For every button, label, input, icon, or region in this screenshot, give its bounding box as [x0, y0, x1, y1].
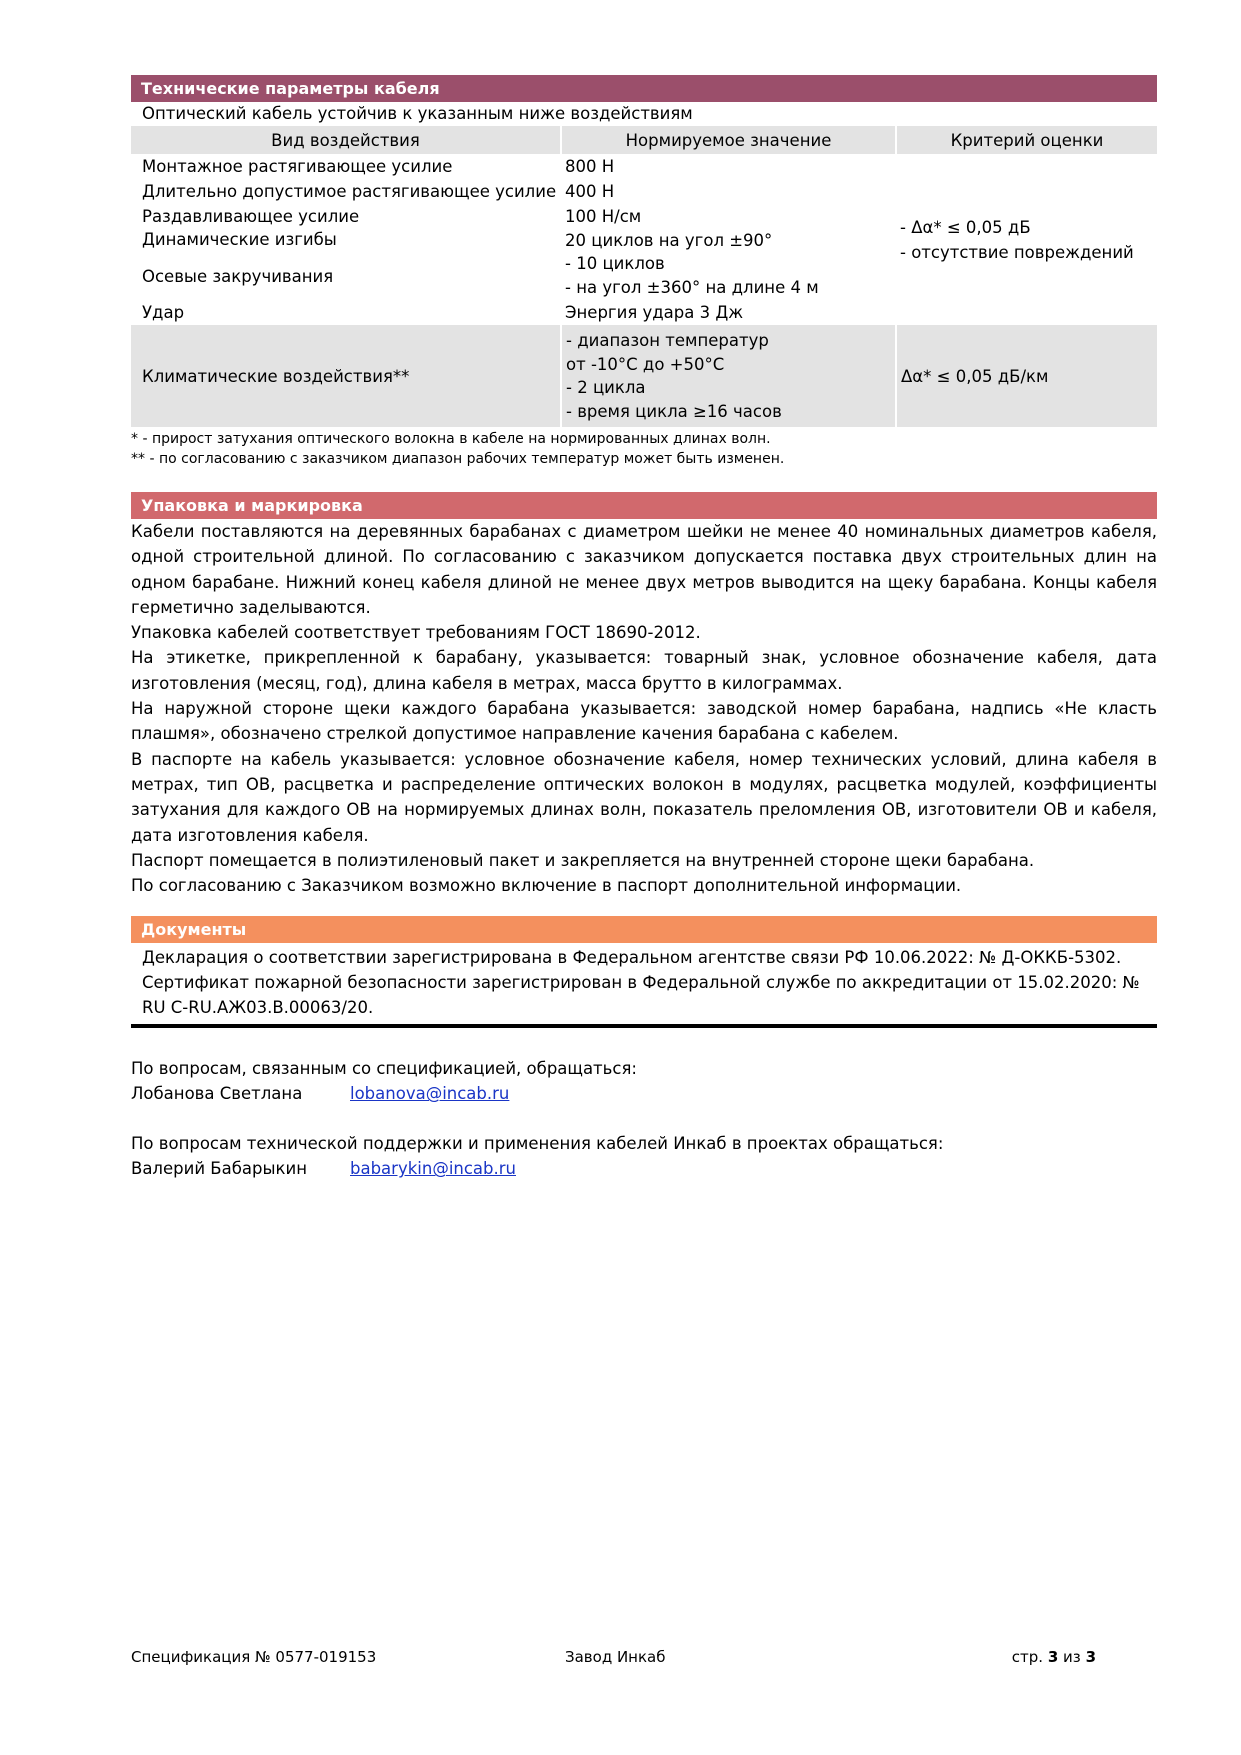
param-name: Климатические воздействия**	[131, 325, 561, 427]
page-of: из	[1063, 1648, 1081, 1666]
param-value: 100 Н/см	[565, 207, 642, 226]
document-line: Сертификат пожарной безопасности зарегистрирован в Федеральной службе по аккредитации от 15.02.2020: № RU C-RU.АЖ03.В.00063/20.	[142, 973, 1140, 1018]
contact-email-link[interactable]: babarykin@incab.ru	[350, 1159, 516, 1179]
criterion-line: - отсутствие повреждений	[900, 242, 1134, 262]
param-name: Раздавливающее усилие	[142, 207, 360, 226]
param-value	[561, 325, 896, 427]
paragraph: На этикетке, прикрепленной к барабану, указывается: товарный знак, условное обозначение кабеля, дата изготовления (месяц, год), длина кабеля в метрах, масса брутто в килограммах.	[131, 648, 1157, 693]
col-header-impact: Вид воздействия	[131, 126, 561, 154]
params-header-row	[131, 126, 1157, 154]
param-value	[561, 252, 896, 300]
col-header-value: Нормируемое значение	[561, 126, 896, 154]
contact-block	[131, 1131, 1157, 1181]
criterion-cell: Δα* ≤ 0,05 дБ/км	[896, 325, 1157, 427]
page-total: 3	[1085, 1648, 1096, 1666]
page-prefix: стр.	[1011, 1648, 1044, 1666]
param-value: 400 Н	[565, 182, 615, 201]
footnote: * - прирост затухания оптического волокна в кабеле на нормированных длинах волн.	[131, 431, 771, 447]
param-value-line: - 10 циклов	[565, 254, 665, 273]
paragraph: В паспорте на кабель указывается: условное обозначение кабеля, номер технических условий, длина кабеля в метрах, тип ОВ, расцветка и распределение оптических волокон в модулях, расцветка модулей, коэффициенты затухания для каждого ОВ на нормируемых длинах волн, показатель преломления ОВ, изготовители ОВ и кабеля, дата изготовления кабеля.	[131, 749, 1157, 845]
tech-intro: Оптический кабель устойчив к указанным ниже воздействиям	[142, 104, 693, 123]
footer-page-number	[1012, 1648, 1096, 1666]
footer-spec: Спецификация № 0577-019153	[131, 1648, 377, 1666]
packing-text	[131, 519, 1157, 898]
page	[131, 75, 1157, 1181]
paragraph: По согласованию с Заказчиком возможно включение в паспорт дополнительной информации.	[131, 876, 962, 896]
criterion-line: - Δα* ≤ 0,05 дБ	[900, 217, 1031, 237]
contact-name: Валерий Бабарыкин	[131, 1159, 307, 1179]
contact-intro: По вопросам, связанным со спецификацией, обращаться:	[131, 1059, 637, 1079]
param-value: Энергия удара 3 Дж	[565, 303, 744, 322]
section-heading-documents: Документы	[131, 916, 1157, 943]
table-row-climate	[131, 325, 1157, 427]
paragraph: Кабели поставляются на деревянных барабанах с диаметром шейки не менее 40 номинальных диаметров кабеля, одной строительной длиной. По согласованию с заказчиком допускается поставка двух строительных длин на одном барабане. Нижний конец кабеля длиной не менее двух метров выводится на щеку барабана. Концы кабеля герметично заделываются.	[131, 522, 1157, 617]
footer-company: Завод Инкаб	[565, 1648, 666, 1666]
param-name: Длительно допустимое растягивающее усилие	[142, 182, 557, 201]
table-row	[131, 154, 1157, 179]
param-value-line: - на угол ±360° на длине 4 м	[565, 278, 819, 297]
section-heading-packing: Упаковка и маркировка	[131, 492, 1157, 519]
criterion-cell	[896, 154, 1157, 325]
divider	[131, 1024, 1157, 1028]
params-table	[131, 126, 1157, 427]
param-name: Осевые закручивания	[142, 266, 334, 286]
param-value-line: - 2 цикла	[566, 378, 646, 397]
paragraph: Паспорт помещается в полиэтиленовый пакет и закрепляется на внутренней стороне щеки барабана.	[131, 850, 1035, 870]
page-footer	[131, 1648, 1096, 1668]
param-name: Удар	[142, 303, 185, 322]
page-current: 3	[1047, 1648, 1059, 1666]
col-header-criterion: Критерий оценки	[896, 126, 1157, 154]
param-value-line: - время цикла ≥16 часов	[566, 401, 782, 421]
footnote: ** - по согласованию с заказчиком диапазон рабочих температур может быть изменен.	[131, 451, 785, 467]
documents-body	[131, 943, 1157, 1024]
contact-row	[131, 1081, 1157, 1106]
section-heading-tech: Технические параметры кабеля	[131, 75, 1157, 102]
param-value-line: - диапазон температур	[566, 331, 769, 350]
param-name: Динамические изгибы	[142, 230, 337, 249]
paragraph: Упаковка кабелей соответствует требованиям ГОСТ 18690-2012.	[131, 623, 701, 643]
param-value-line: от -10°C до +50°C	[566, 354, 725, 374]
contact-email-link[interactable]: lobanova@incab.ru	[350, 1084, 510, 1104]
contact-intro: По вопросам технической поддержки и применения кабелей Инкаб в проектах обращаться:	[131, 1134, 944, 1154]
contact-block	[131, 1056, 1157, 1106]
param-value: 800 Н	[565, 157, 615, 176]
param-value: 20 циклов на угол ±90°	[565, 231, 773, 250]
param-name: Монтажное растягивающее усилие	[142, 157, 453, 176]
document-line: Декларация о соответствии зарегистрирована в Федеральном агентстве связи РФ 10.06.2022: № Д-ОККБ-5302.	[142, 948, 1122, 968]
contact-row	[131, 1156, 1157, 1181]
paragraph: На наружной стороне щеки каждого барабана указывается: заводской номер барабана, надпись «Не класть плашмя», обозначено стрелкой допустимое направление качения барабана с кабелем.	[131, 699, 1157, 744]
contact-name: Лобанова Светлана	[131, 1084, 303, 1104]
